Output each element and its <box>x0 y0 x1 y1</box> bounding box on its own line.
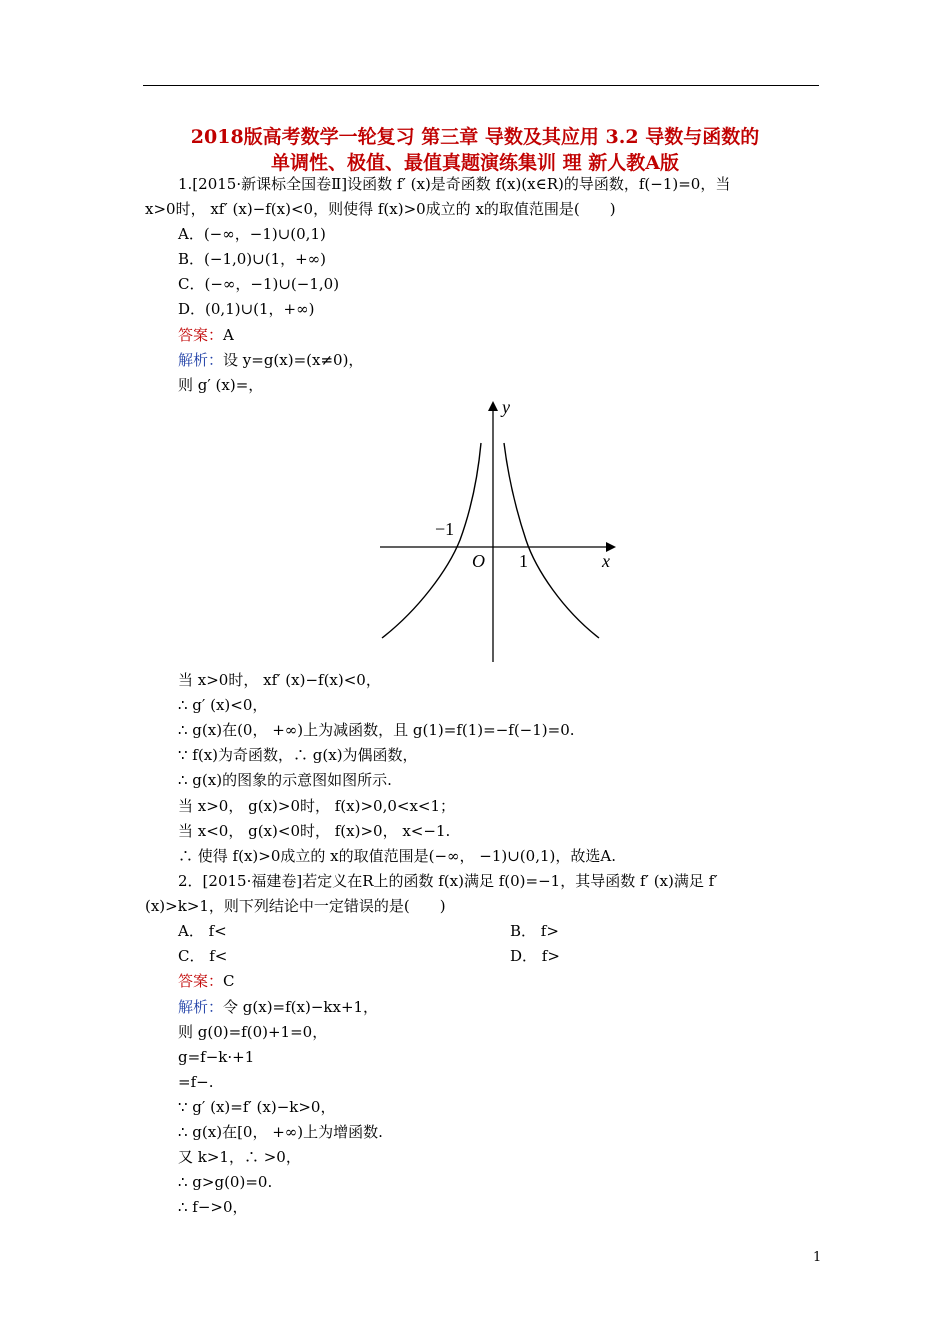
q1-step: 当 x>0时， xf′ (x)−f(x)<0， <box>178 671 381 689</box>
q1-stem-line-1: 1.[2015·新课标全国卷Ⅱ]设函数 f′ (x)是奇函数 f(x)(x∈R)的导函数，f(−1)=0，当 <box>178 175 731 193</box>
q2-step: 又 k>1，∴ >0， <box>178 1148 301 1166</box>
q1-step: 则 g′ (x)=， <box>178 376 264 394</box>
y-axis-arrow <box>488 401 498 411</box>
origin-label: O <box>472 551 485 571</box>
q2-option-d: D． f> <box>510 947 560 965</box>
q2-option-c: C． f< <box>178 947 228 965</box>
q1-option-c: C．(−∞，−1)∪(−1,0) <box>178 275 340 293</box>
q2-step: ∵ g′ (x)=f′ (x)−k>0， <box>178 1098 336 1116</box>
q1-analysis-first: 设 y=g(x)=(x≠0)， <box>223 351 364 369</box>
q2-step: ∴ f−>0， <box>178 1198 248 1216</box>
q1-answer-value: A <box>223 326 234 344</box>
right-curve <box>504 443 599 638</box>
q2-answer <box>178 971 235 991</box>
header-rule <box>143 85 819 86</box>
q2-option-b: B． f> <box>510 922 559 940</box>
q2-analysis <box>178 997 378 1017</box>
q1-option-b: B．(−1,0)∪(1，+∞) <box>178 250 327 268</box>
q1-step: ∵ f(x)为奇函数，∴ g(x)为偶函数， <box>178 746 418 764</box>
title-line-1: 2018版高考数学一轮复习 第三章 导数及其应用 3.2 导数与函数的 <box>190 126 760 148</box>
q2-step: 则 g(0)=f(0)+1=0， <box>178 1023 328 1041</box>
q1-step: 当 x<0， g(x)<0时， f(x)>0， x<−1. <box>178 822 451 840</box>
q1-stem-line-2: x>0时， xf′ (x)−f(x)<0，则使得 f(x)>0成立的 x的取值范围是( ) <box>145 200 616 218</box>
q1-answer-label: 答案： <box>178 326 224 344</box>
q2-step: g=f−k·+1 <box>178 1048 255 1066</box>
q2-option-a: A． f< <box>178 922 227 940</box>
q1-answer <box>178 325 234 345</box>
x-label: x <box>602 551 610 571</box>
left-curve <box>382 443 481 638</box>
neg-one-label: −1 <box>435 519 455 539</box>
g-graph <box>368 395 620 665</box>
y-label: y <box>502 397 510 417</box>
q1-option-d: D．(0,1)∪(1，+∞) <box>178 300 315 318</box>
q1-analysis-label: 解析： <box>178 351 224 369</box>
one-label: 1 <box>519 551 528 571</box>
q2-analysis-label: 解析： <box>178 998 224 1016</box>
q1-step: ∴ 使得 f(x)>0成立的 x的取值范围是(−∞， −1)∪(0,1)，故选A. <box>178 847 616 865</box>
q2-step: ∴ g(x)在[0， +∞)上为增函数. <box>178 1123 383 1141</box>
q2-analysis-first: 令 g(x)=f(x)−kx+1， <box>223 998 379 1016</box>
q1-step: 当 x>0， g(x)>0时， f(x)>0,0<x<1； <box>178 797 456 815</box>
q2-step: ∴ g>g(0)=0. <box>178 1173 273 1191</box>
q1-analysis <box>178 350 363 370</box>
q1-step: ∴ g(x)在(0， +∞)上为减函数，且 g(1)=f(1)=−f(−1)=0. <box>178 721 575 739</box>
q2-answer-label: 答案： <box>178 972 224 990</box>
q2-stem-line-2: (x)>k>1，则下列结论中一定错误的是( ) <box>145 897 446 915</box>
q1-option-a: A．(−∞，−1)∪(0,1) <box>178 225 326 243</box>
q2-step: =f−. <box>178 1073 214 1091</box>
q2-stem-line-1: 2．[2015·福建卷]若定义在R上的函数 f(x)满足 f(0)=−1，其导函数 f′ (x)满足 f′ <box>178 872 718 890</box>
q1-step: ∴ g(x)的图象的示意图如图所示. <box>178 771 392 789</box>
page-number: 1 <box>813 1250 822 1265</box>
title-line-2: 单调性、极值、最值真题演练集训 理 新人教A版 <box>271 152 679 174</box>
q2-answer-value: C <box>223 972 235 990</box>
q1-step: ∴ g′ (x)<0， <box>178 696 268 714</box>
